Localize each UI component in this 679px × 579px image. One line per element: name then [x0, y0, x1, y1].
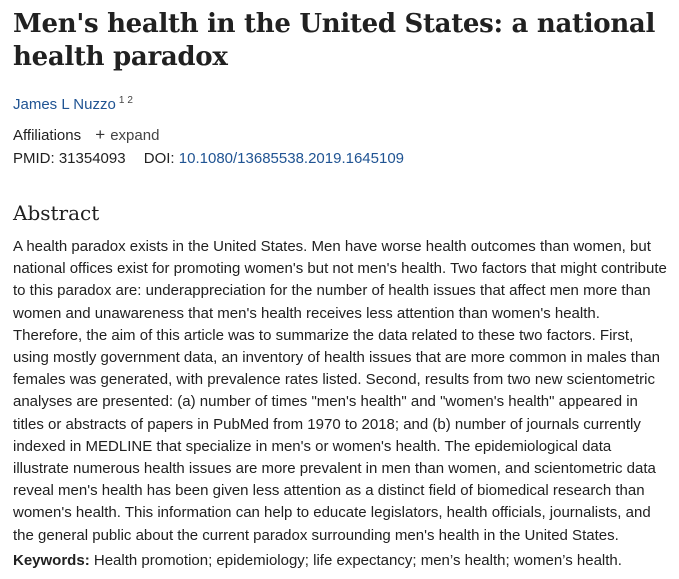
author-list	[13, 91, 133, 115]
abstract-heading: Abstract	[13, 201, 100, 225]
doi-label: DOI:	[143, 150, 175, 167]
affiliations-expand-toggle[interactable]	[95, 127, 159, 144]
author-link[interactable]: James L Nuzzo	[13, 96, 116, 113]
affiliations-row	[13, 125, 159, 146]
expand-label: expand	[110, 127, 160, 144]
abstract-text: A health paradox exists in the United States. Men have worse health outcomes than women, but national offices exist for promoting women's but not men's health. Two factors that might contribute to this paradox are: underappreciation for the number of health issues that affect men more than women and unawareness that men's health receives less attention than women's health. Therefore, the aim of this article was to summarize the data related to these two factors. First, using mostly government data, an inventory of health issues that are more common in males than females was generated, with prevalence rates listed. Second, results from two new scientometric analyses are presented: (a) number of times "men's health" and "women's health" appeared in titles or abstracts of papers in PubMed from 1970 to 2018; and (b) number of journals currently indexed in MEDLINE that specialize in men's or women's health. The epidemiological data illustrate numerous health issues are more prevalent in men than women, and scientometric data reveal men's health has been given less attention as a distinct field of biomedical research than women's health. This information can help to educate legislators, health officials, journalists, and the general public about the current paradox surrounding men's health in the United States.	[13, 238, 667, 544]
keywords-text: Health promotion; epidemiology; life expectancy; men’s health; women’s health.	[93, 552, 622, 569]
affiliation-ref-1[interactable]: 1	[118, 95, 125, 106]
pmid-value: 31354093	[58, 150, 126, 167]
article-title: Men's health in the United States: a national health paradox	[13, 9, 656, 72]
keywords-label: Keywords:	[13, 552, 90, 569]
doi-link[interactable]: 10.1080/13685538.2019.1645109	[178, 150, 405, 167]
keywords	[13, 551, 673, 571]
affiliation-ref-2[interactable]: 2	[127, 95, 133, 106]
plus-icon: +	[95, 125, 106, 144]
pmid-label: PMID:	[13, 150, 55, 167]
identifiers-row	[13, 149, 404, 169]
affiliations-label: Affiliations	[13, 127, 82, 144]
